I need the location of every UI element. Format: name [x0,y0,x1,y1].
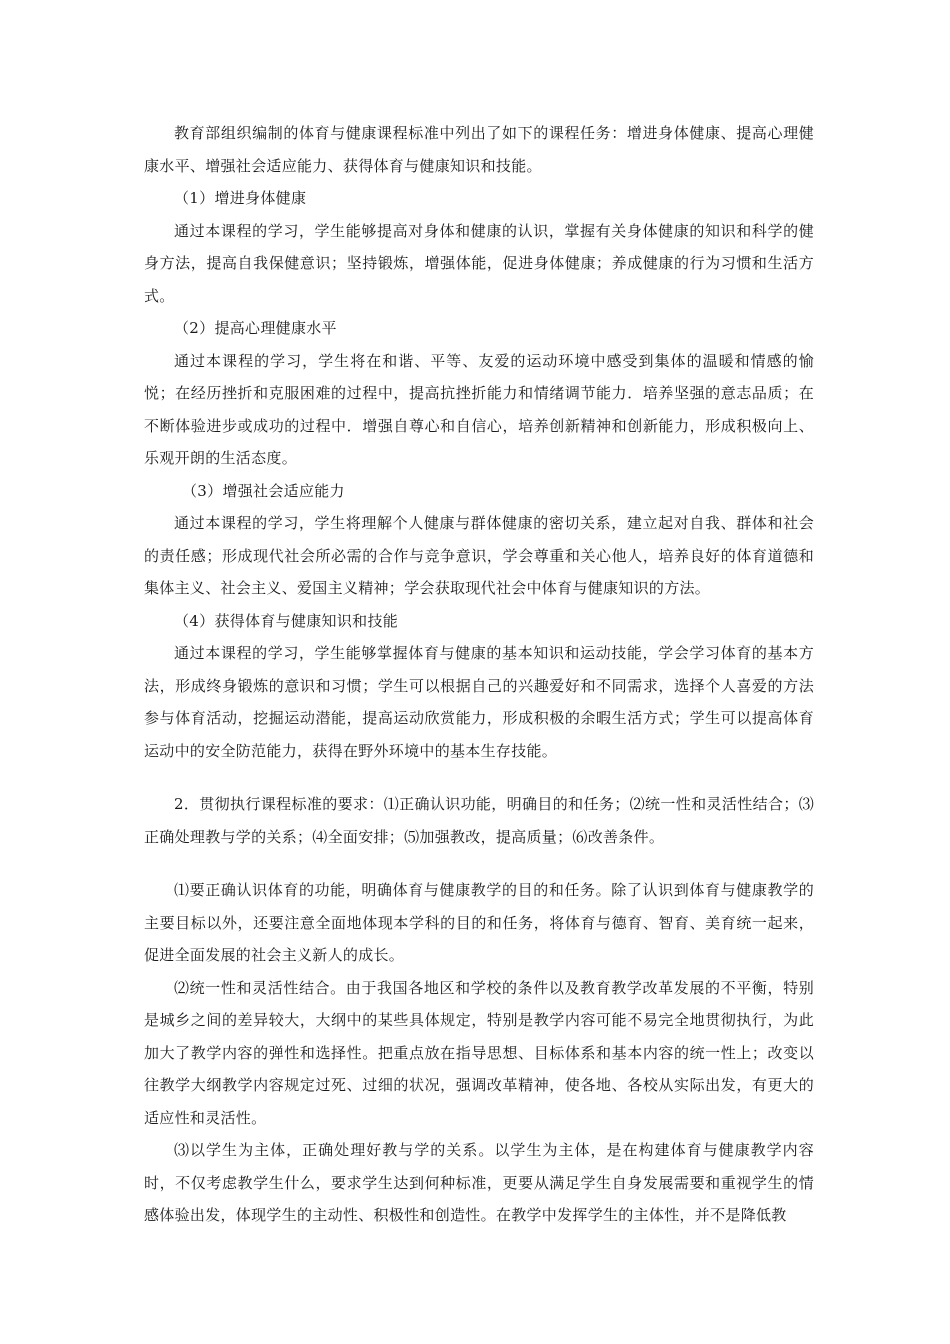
section-heading-3: （3）增强社会适应能力 [182,481,345,500]
section-heading-2: （2）提高心理健康水平 [174,319,337,337]
requirement-1-paragraph: ⑴要正确认识体育的功能，明确体育与健康教学的目的和任务。除了认识到体育与健康教学的主要目标以外，还要注意全面地体现本学科的目的和任务，将体育与德育、智育、美育统一起来，促进全面发展的社会主义新人的成长。 [144,881,814,964]
section-body-3: 通过本课程的学习，学生将理解个人健康与群体健康的密切关系，建立起对自我、群体和社会的责任感；形成现代社会所必需的合作与竞争意识，学会尊重和关心他人，培养良好的体育道德和集体主义、社会主义、爱国主义精神；学会获取现代社会中体育与健康知识的方法。 [144,514,814,597]
document-body [144,117,814,1232]
section-body-1: 通过本课程的学习，学生能够提高对身体和健康的认识，掌握有关身体健康的知识和科学的健身方法，提高自我保健意识；坚持锻炼，增强体能，促进身体健康；养成健康的行为习惯和生活方式。 [144,221,814,305]
section-body-4: 通过本课程的学习，学生能够掌握体育与健康的基本知识和运动技能，学会学习体育的基本方法，形成终身锻炼的意识和习惯；学生可以根据自己的兴趣爱好和不同需求，选择个人喜爱的方法参与体育活动，挖掘运动潜能，提高运动欣赏能力，形成积极的余暇生活方式；学生可以提高体育运动中的安全防范能力，获得在野外环境中的基本生存技能。 [144,644,814,760]
section-body-2: 通过本课程的学习，学生将在和谐、平等、友爱的运动环境中感受到集体的温暖和情感的愉悦；在经历挫折和克服困难的过程中，提高抗挫折能力和情绪调节能力．培养坚强的意志品质；在不断体验进步或成功的过程中．增强自尊心和自信心，培养创新精神和创新能力，形成积极向上、乐观开朗的生活态度。 [144,351,814,467]
requirement-3-paragraph: ⑶以学生为主体，正确处理好教与学的关系。以学生为主体，是在构建体育与健康教学内容时，不仅考虑教学生什么，要求学生达到何种标准，更要从满足学生自身发展需要和重视学生的情感体验出发，体现学生的主动性、积极性和创造性。在教学中发挥学生的主体性，并不是降低教 [144,1141,814,1224]
intro-paragraph: 教育部组织编制的体育与健康课程标准中列出了如下的课程任务：增进身体健康、提高心理健康水平、增强社会适应能力、获得体育与健康知识和技能。 [144,124,814,175]
requirement-2-paragraph: ⑵统一性和灵活性结合。由于我国各地区和学校的条件以及教育教学改革发展的不平衡，特别是城乡之间的差异较大，大纲中的某些具体规定，特别是教学内容可能不易完全地贯彻执行，为此加大了教学内容的弹性和选择性。把重点放在指导思想、目标体系和基本内容的统一性上；改变以往教学大纲教学内容规定过死、过细的状况，强调改革精神，使各地、各校从实际出发，有更大的适应性和灵活性。 [144,978,814,1127]
section-heading-1: （1）增进身体健康 [174,189,307,207]
requirements-summary: 2．贯彻执行课程标准的要求：⑴正确认识功能，明确目的和任务；⑵统一性和灵活性结合；⑶正确处理教与学的关系；⑷全面安排；⑸加强教改，提高质量；⑹改善条件。 [144,795,814,846]
section-heading-4: （4）获得体育与健康知识和技能 [174,611,399,630]
